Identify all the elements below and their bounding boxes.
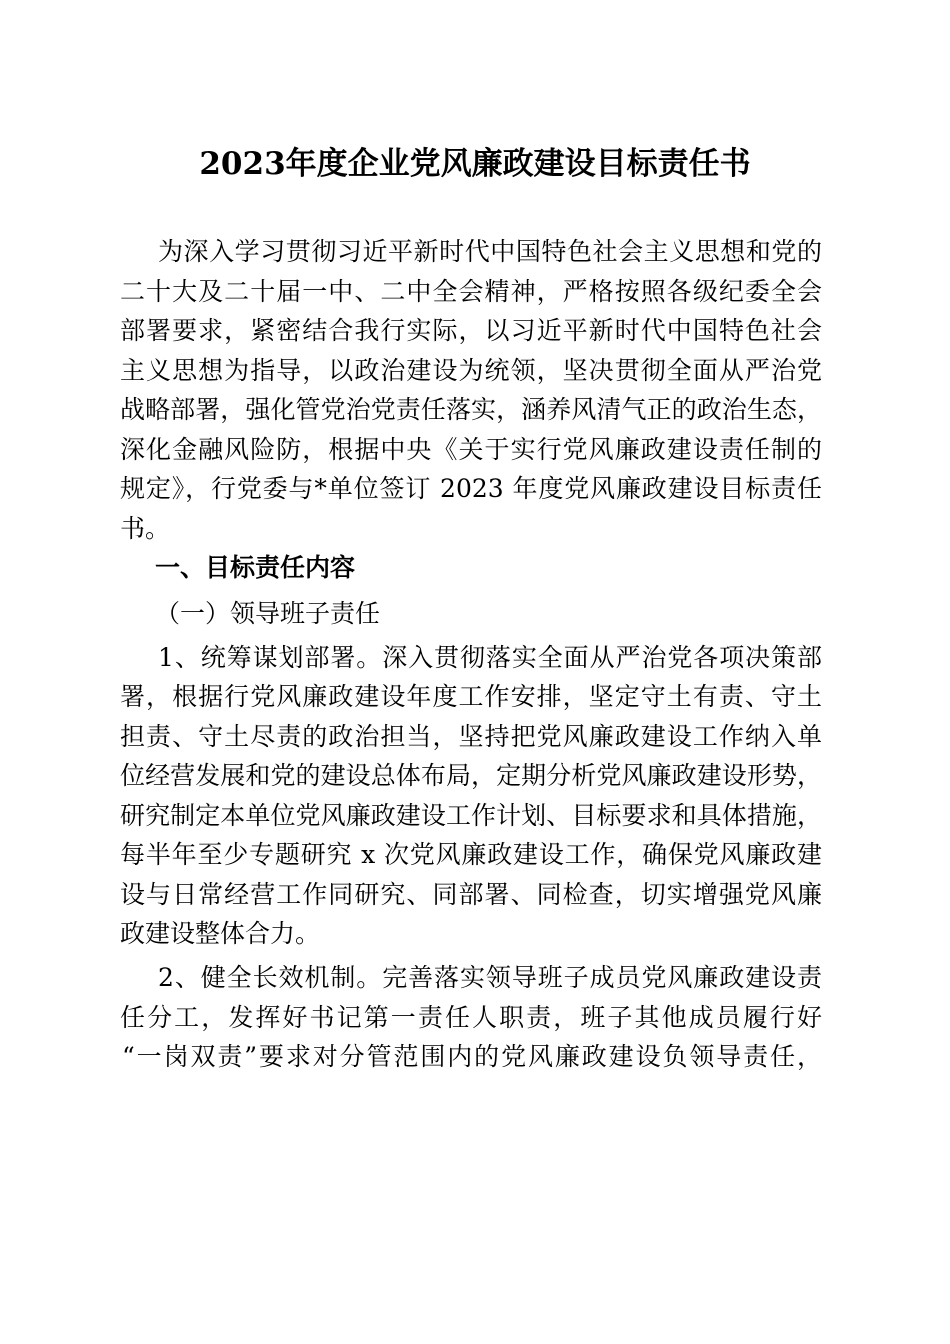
item-1-paragraph [120, 638, 822, 954]
intro-paragraph [120, 232, 822, 548]
text-line: 1、统筹谋划部署。深入贯彻落实全面从严治党各项决策部 [158, 642, 822, 672]
text-line: 深化金融风险防，根据中央《关于实行党风廉政建设责任制的 [120, 434, 822, 464]
text-line: 担责、守土尽责的政治担当，坚持把党风廉政建设工作纳入单 [120, 721, 822, 751]
document-title: 2023年度企业党风廉政建设目标责任书 [199, 146, 751, 182]
text-line: 为深入学习贯彻习近平新时代中国特色社会主义思想和党的 [158, 237, 822, 266]
item-2-paragraph [120, 958, 822, 1077]
text-line: 书。 [120, 513, 171, 543]
text-line: 2、健全长效机制。完善落实领导班子成员党风廉政建设责 [158, 963, 822, 992]
text-line: 每半年至少专题研究 x 次党风廉政建设工作，确保党风廉政建 [120, 840, 822, 869]
subsection-heading: （一）领导班子责任 [155, 598, 381, 628]
text-line: 战略部署，强化管党治党责任落实，涵养风清气正的政治生态， [120, 395, 822, 424]
document-body [120, 232, 822, 1077]
text-line: 位经营发展和党的建设总体布局，定期分析党风廉政建设形势， [120, 761, 822, 790]
text-line: 研究制定本单位党风廉政建设工作计划、目标要求和具体措施， [120, 800, 822, 830]
text-line: 主义思想为指导，以政治建设为统领，坚决贯彻全面从严治党 [120, 355, 822, 385]
text-line: 任分工，发挥好书记第一责任人职责，班子其他成员履行好 [120, 1002, 822, 1032]
text-line: 设与日常经营工作同研究、同部署、同检查，切实增强党风廉 [120, 879, 822, 909]
text-line: 部署要求，紧密结合我行实际，以习近平新时代中国特色社会 [120, 316, 822, 345]
text-line: 二十大及二十届一中、二中全会精神，严格按照各级纪委全会 [120, 276, 822, 306]
text-line: 政建设整体合力。 [120, 919, 321, 948]
section-heading: 一、目标责任内容 [155, 553, 356, 582]
text-line: “一岗双责”要求对分管范围内的党风廉政建设负领导责任， [122, 1042, 822, 1071]
text-line: 署，根据行党风廉政建设年度工作安排，坚定守土有责、守土 [120, 682, 822, 711]
text-line: 规定》，行党委与*单位签订 2023 年度党风廉政建设目标责任 [120, 474, 822, 503]
